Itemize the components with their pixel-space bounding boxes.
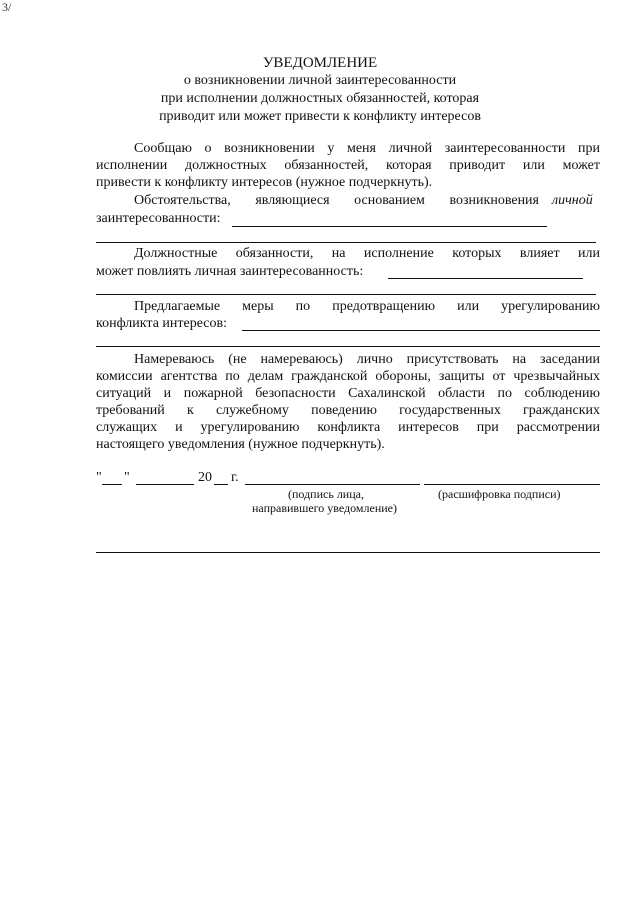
paragraph-3-line-1: Должностные обязанности, на исполнение которых влияет или — [134, 246, 600, 261]
circumstances-fill-line[interactable] — [232, 226, 547, 227]
signature-decoding-field[interactable] — [424, 484, 600, 485]
paragraph-5-line-5: служащих и урегулированию конфликта интересов при рассмотрении — [96, 420, 600, 435]
paragraph-5-line-6: настоящего уведомления (нужное подчеркнуть). — [96, 437, 385, 452]
signature-field[interactable] — [245, 484, 420, 485]
paragraph-1-line-3: привести к конфликту интересов (нужное подчеркнуть). — [96, 175, 433, 190]
date-quote-close: " — [124, 470, 130, 485]
paragraph-4-line-1: Предлагаемые меры по предотвращению или урегулированию — [134, 299, 600, 314]
paragraph-2-line-2: заинтересованности: — [96, 211, 221, 226]
signature-decoding-caption: (расшифровка подписи) — [438, 487, 561, 501]
date-day-field[interactable] — [102, 484, 122, 485]
paragraph-5-line-4: требований к служебному поведению государственных гражданских — [96, 403, 600, 418]
paragraph-5-line-2: комиссии агентства по делам гражданской обороны, защиты от чрезвычайных — [96, 369, 600, 384]
paragraph-1-line-2: исполнении должностных обязанностей, которая приводит или может — [96, 158, 600, 173]
signature-caption-line-1: (подпись лица, — [288, 487, 364, 501]
paragraph-5-line-3: ситуаций и пожарной безопасности Сахалинской области по соблюдению — [96, 386, 600, 401]
date-year-field[interactable] — [214, 484, 228, 485]
signature-caption-line-2: направившего уведомление) — [252, 501, 397, 515]
duties-fill-line-2[interactable] — [96, 294, 596, 295]
date-quote-open: " — [96, 470, 102, 485]
paragraph-2-line-1: Обстоятельства, являющиеся основанием возникновения — [134, 193, 539, 208]
paragraph-5-line-1: Намереваюсь (не намереваюсь) лично присутствовать на заседании — [134, 352, 600, 367]
paragraph-1-line-1: Сообщаю о возникновении у меня личной заинтересованности при — [134, 141, 600, 156]
paragraph-4-line-2: конфликта интересов: — [96, 316, 227, 331]
corner-handwritten-mark: 3/ — [2, 0, 12, 14]
date-year-suffix: г. — [231, 470, 239, 485]
duties-fill-line[interactable] — [388, 278, 583, 279]
subtitle-line-3: приводит или может привести к конфликту интересов — [159, 109, 481, 124]
subtitle-line-2: при исполнении должностных обязанностей, которая — [160, 91, 480, 106]
measures-fill-line[interactable] — [242, 330, 600, 331]
subtitle-line-1: о возникновении личной заинтересованности — [183, 73, 457, 88]
paragraph-3-line-2: может повлиять личная заинтересованность: — [96, 264, 364, 279]
measures-fill-line-2[interactable] — [96, 346, 600, 347]
date-month-field[interactable] — [136, 484, 194, 485]
date-year-prefix: 20 — [198, 470, 212, 485]
circumstances-fill-line-2[interactable] — [96, 242, 596, 243]
paragraph-2-italic-word: личной — [552, 193, 593, 208]
registration-line[interactable] — [96, 552, 600, 553]
document-title: УВЕДОМЛЕНИЕ — [262, 55, 378, 71]
